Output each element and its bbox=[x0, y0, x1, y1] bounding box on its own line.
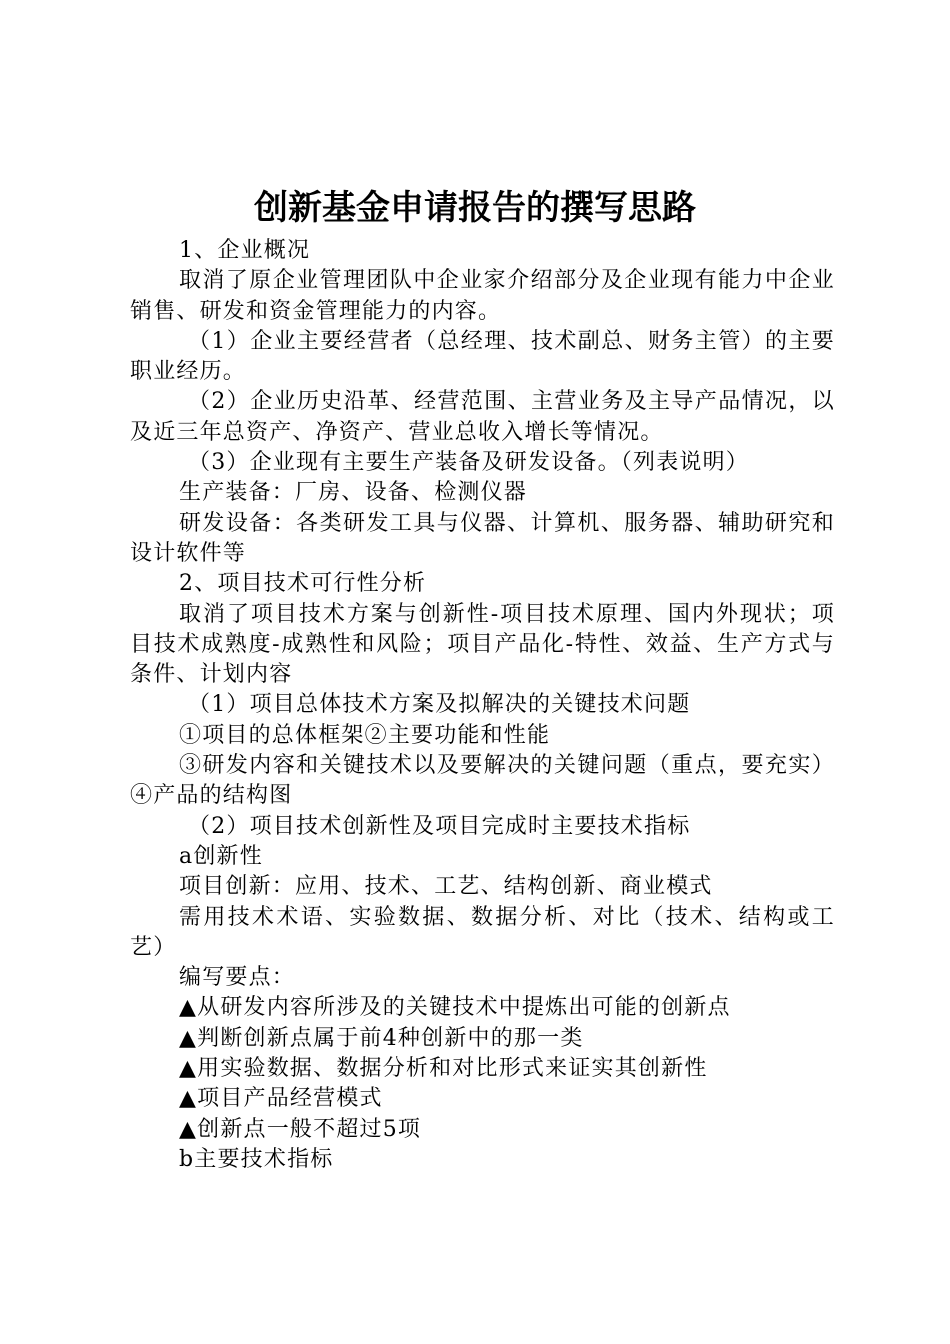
paragraph: 取消了原企业管理团队中企业家介绍部分及企业现有能力中企业销售、研发和资金管理能力的内容。 bbox=[130, 268, 835, 324]
list-item: （2）企业历史沿革、经营范围、主营业务及主导产品情况，以及近三年总资产、净资产、营业总收入增长等情况。 bbox=[130, 389, 835, 445]
list-item: ③研发内容和关键技术以及要解决的关键问题（重点，要充实）④产品的结构图 bbox=[130, 753, 835, 809]
bullet-item: ▲判断创新点属于前4种创新中的那一类 bbox=[179, 1025, 584, 1051]
paragraph: 需用技术术语、实验数据、数据分析、对比（技术、结构或工艺） bbox=[130, 904, 835, 960]
bullet-item: ▲用实验数据、数据分析和对比形式来证实其创新性 bbox=[179, 1056, 708, 1082]
list-item: （3）企业现有主要生产装备及研发设备。（列表说明） bbox=[188, 450, 749, 476]
section-heading-company-overview: 1、企业概况 bbox=[179, 238, 311, 263]
document-title: 创新基金申请报告的撰写思路 bbox=[254, 188, 696, 228]
list-item: （2）项目技术创新性及项目完成时主要技术指标 bbox=[188, 813, 691, 839]
document-body bbox=[130, 236, 835, 1175]
paragraph: 研发设备：各类研发工具与仪器、计算机、服务器、辅助研究和设计软件等 bbox=[130, 510, 835, 566]
list-item: （1）企业主要经营者（总经理、技术副总、财务主管）的主要职业经历。 bbox=[130, 328, 835, 385]
paragraph: 编写要点： bbox=[179, 965, 296, 991]
paragraph: 取消了项目技术方案与创新性-项目技术原理、国内外现状；项目技术成熟度-成熟性和风险；项目产品化-特性、效益、生产方式与条件、计划内容 bbox=[130, 601, 835, 688]
paragraph: 项目创新：应用、技术、工艺、结构创新、商业模式 bbox=[179, 874, 713, 900]
bullet-item: ▲创新点一般不超过5项 bbox=[179, 1116, 422, 1142]
bullet-item: ▲项目产品经营模式 bbox=[179, 1086, 383, 1112]
bullet-item: ▲从研发内容所涉及的关键技术中提炼出可能的创新点 bbox=[179, 995, 731, 1021]
section-heading-technical-feasibility: 2、项目技术可行性分析 bbox=[179, 571, 427, 597]
paragraph: 生产装备：厂房、设备、检测仪器 bbox=[179, 480, 528, 506]
subsection-heading: b主要技术指标 bbox=[179, 1146, 334, 1172]
subsection-heading: a创新性 bbox=[179, 843, 263, 869]
list-item: ①项目的总体框架②主要功能和性能 bbox=[179, 722, 551, 748]
list-item: （1）项目总体技术方案及拟解决的关键技术问题 bbox=[188, 692, 691, 718]
